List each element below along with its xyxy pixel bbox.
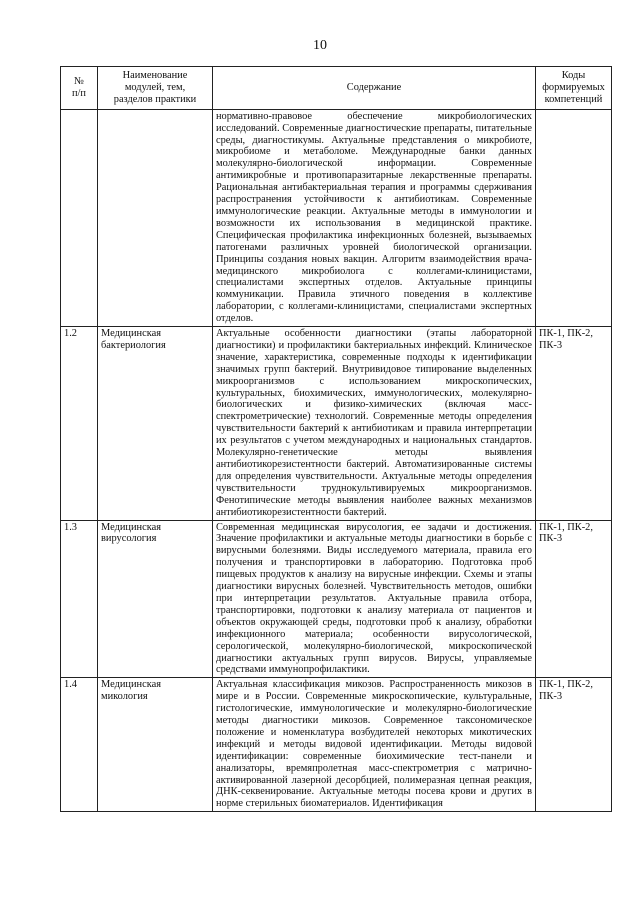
header-content: Содержание bbox=[213, 67, 536, 110]
row-content: Современная медицинская вирусология, ее задачи и достижения. Значение профилактики и актуальные методы диагностики в борьбе с вирусными болезнями. Виды исследуемого материала, правила его получения и транспортировки в лабораторию. Подготовка проб пищевых продуктов к анализу на вирусные инфекции. Схемы и этапы диагностики вирусных болезней. Чувствительность методов, ошибки при интерпретации результатов. Актуальные правила отбора, транспортировки, подготовки к анализу материала от пациентов и объектов окружающей среды, подготовки проб к анализу, обработки инфекционного материала; особенности вирусологической, серологической, молекулярно-биологической, микроскопической диагностики актуальных групп вирусов. Вирусы, управляемые средствами иммунопрофилактики. bbox=[213, 520, 536, 678]
row-codes: ПК-1, ПК-2, ПК-3 bbox=[536, 327, 612, 521]
curriculum-table bbox=[60, 66, 612, 812]
table-row bbox=[61, 109, 612, 326]
row-content: Актуальная классификация микозов. Распространенность микозов в мире и в России. Современные микроскопические, культуральные, гистологические, иммунологические и молекулярно-биологические методы диагностики микозов. Современное таксономическое положение и номенклатура возбудителей некоторых микотических инфекций и методы видовой идентификации. Методы видовой идентификации: современные биохимические тест-панели и анализаторы, времяпролетная масс-спектрометрия с матрично-активированной лазерной десорбцией, полимеразная цепная реакция, ДНК-секвенирование. Актуальные методы посева крови и других в норме стерильных биоматериалов. Идентификация bbox=[213, 678, 536, 812]
header-num: № п/п bbox=[61, 67, 98, 110]
header-module: Наименование модулей, тем, разделов практики bbox=[98, 67, 213, 110]
row-codes: ПК-1, ПК-2, ПК-3 bbox=[536, 520, 612, 678]
row-num bbox=[61, 109, 98, 326]
row-num: 1.2 bbox=[61, 327, 98, 521]
row-module bbox=[98, 109, 213, 326]
table-header-row bbox=[61, 67, 612, 110]
row-module: Медицинская микология bbox=[98, 678, 213, 812]
table-row bbox=[61, 678, 612, 812]
row-codes bbox=[536, 109, 612, 326]
row-module: Медицинская вирусология bbox=[98, 520, 213, 678]
table-row bbox=[61, 520, 612, 678]
row-codes: ПК-1, ПК-2, ПК-3 bbox=[536, 678, 612, 812]
page-number: 10 bbox=[313, 38, 327, 53]
row-num: 1.3 bbox=[61, 520, 98, 678]
row-module: Медицинская бактериология bbox=[98, 327, 213, 521]
row-num: 1.4 bbox=[61, 678, 98, 812]
header-codes: Коды формируемых компетенций bbox=[536, 67, 612, 110]
table-row bbox=[61, 327, 612, 521]
row-content: Актуальные особенности диагностики (этапы лабораторной диагностики) и профилактики бактериальных инфекций. Клиническое значение, характеристика, современные подходы к идентификации значимых групп бактерий. Внутривидовое типирование выделенных микроорганизмов с использованием микроскопических, культуральных, биохимических, иммунологических, молекулярно-биологических и физико-химических (включая масс-спектрометрические) технологий. Современные методы определения чувствительности бактерий к антибиотикам и правила интерпретации их результатов с учетом международных и национальных стандартов. Молекулярно-генетические методы выявления антибиотикорезистентности бактерий. Автоматизированные системы для определения чувствительности. Актуальные методы определения чувствительности труднокультивируемых микроорганизмов. Фенотипические методы выявления наиболее важных механизмов антибиотикорезистентности бактерий. bbox=[213, 327, 536, 521]
row-content: нормативно-правовое обеспечение микробиологических исследований. Современные диагностические препараты, питательные среды, диагностикумы. Актуальные представления о микробиоте, микробиоме и метаболоме. Международные банки данных молекулярно-биологической информации. Современные антимикробные и противопаразитарные лекарственные препараты. Рациональная антибактериальная терапия и программы сдерживания распространения устойчивости к антибиотикам. Современные иммунологические реакции. Актуальные методы в иммунологии и возможности их использования в медицинской практике. Специфическая профилактика инфекционных болезней, вызываемых патогенами различных уровней биологической организации. Принципы создания новых вакцин. Алгоритм взаимодействия врача-медицинского микробиолога с коллегами-клиницистами, специалистами экспертных отделов. Актуальные принципы коммуникации. Правила этичного поведения в коллективе лаборатории, с коллегами-клиницистами, специалистами экспертных отделов. bbox=[213, 109, 536, 326]
